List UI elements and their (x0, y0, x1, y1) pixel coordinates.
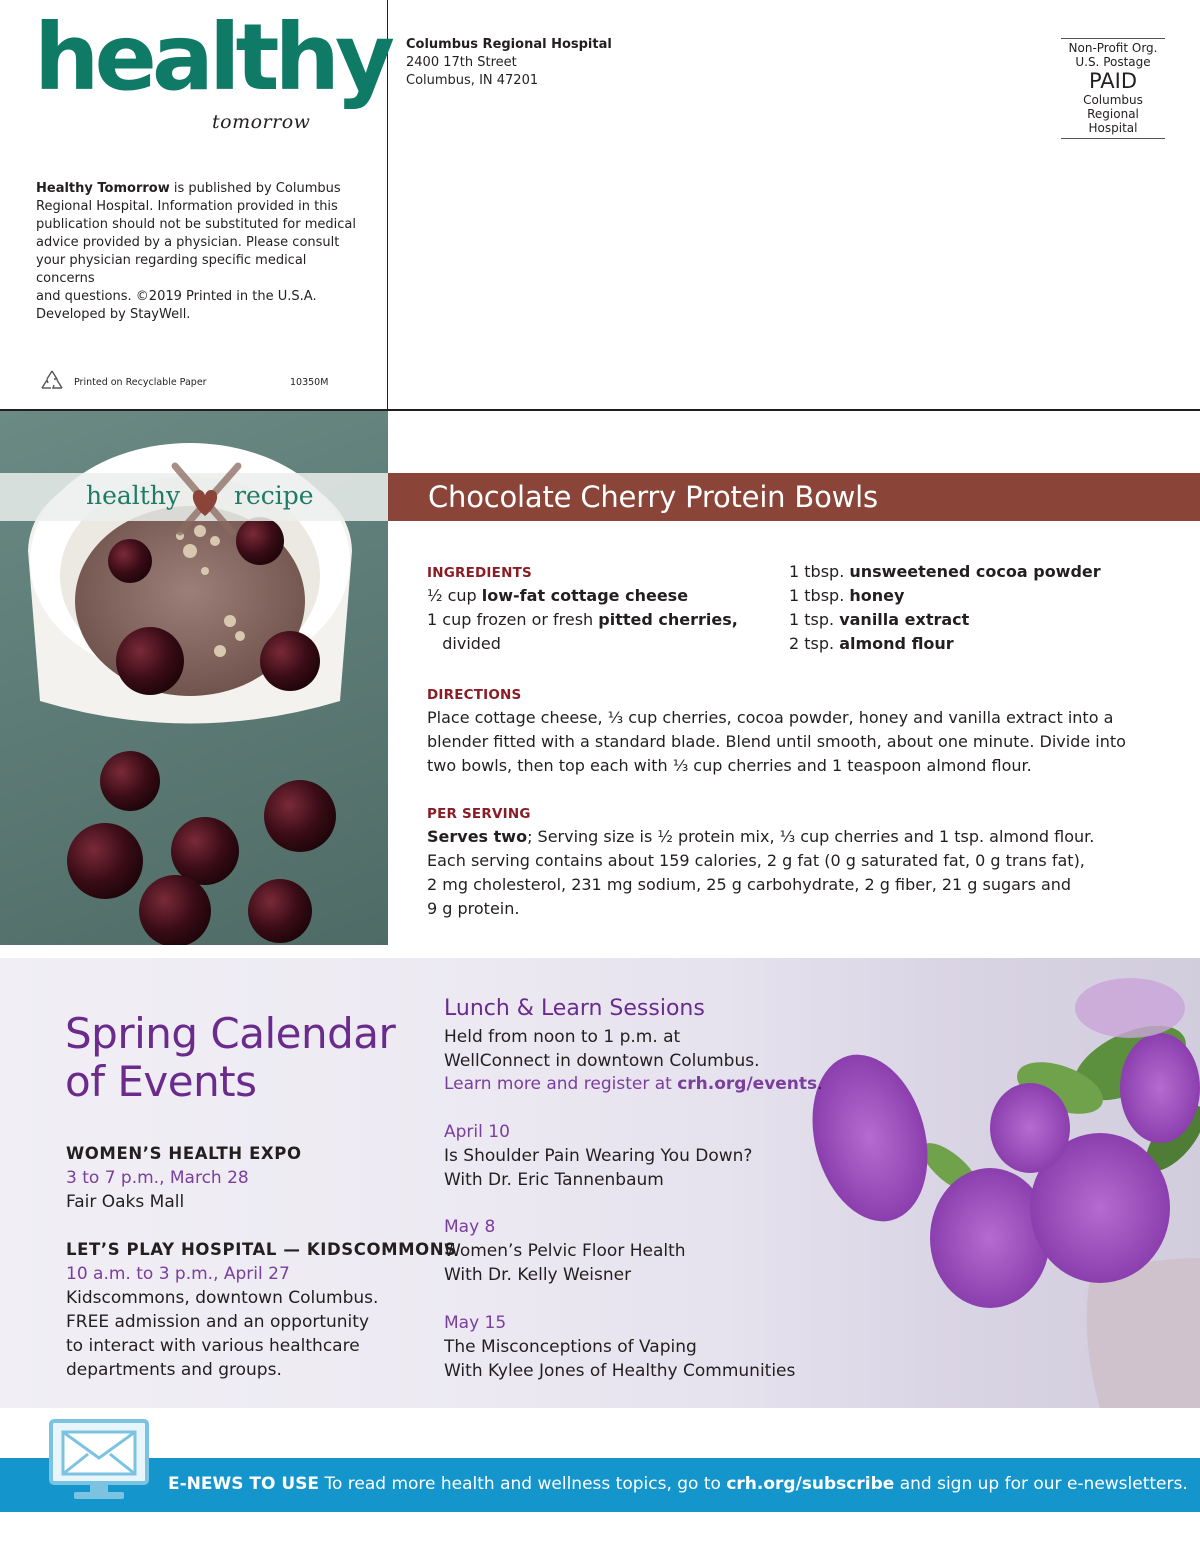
ingredient-name: unsweetened cocoa powder (849, 562, 1101, 581)
ingredient-item (427, 584, 688, 608)
event-heading: LET’S PLAY HOSPITAL — KIDSCOMMONS (66, 1240, 457, 1259)
note-line: Regional Hospital. Information provided in this (36, 199, 338, 214)
note-line: and questions. ©2019 Printed in the U.S.A. (36, 289, 317, 304)
ingredient-qty: 1 tbsp. (789, 586, 850, 605)
postage-paid: PAID (1088, 69, 1138, 93)
event-detail: to interact with various healthcare (66, 1336, 360, 1356)
calendar-title-line: Spring Calendar (65, 1009, 396, 1058)
return-address-city: Columbus, IN 47201 (406, 73, 539, 88)
ingredient-name: almond flour (839, 634, 954, 653)
postage-indicia (1061, 38, 1165, 139)
recycle-label: Printed on Recyclable Paper (74, 377, 207, 388)
session-date: May 15 (444, 1313, 507, 1333)
serving-line: Each serving contains about 159 calories, 2 g fat (0 g saturated fat, 0 g trans fat), (427, 851, 1085, 870)
note-line: your physician regarding specific medical concerns (36, 253, 307, 286)
email-monitor-icon (48, 1418, 150, 1502)
calendar-title (65, 1010, 395, 1106)
event-detail: Kidscommons, downtown Columbus. (66, 1288, 379, 1308)
note-line: publication should not be substituted for medical (36, 217, 356, 232)
job-code: 10350M (290, 377, 329, 388)
serving-line: 2 mg cholesterol, 231 mg sodium, 25 g carbohydrate, 2 g fiber, 21 g sugars and (427, 875, 1072, 894)
event-detail: Fair Oaks Mall (66, 1192, 185, 1212)
logo-tomorrow: tomorrow (212, 111, 311, 133)
recipe-tag-recipe: recipe (234, 481, 314, 510)
per-serving-label: PER SERVING (427, 806, 531, 822)
ingredient-name: low-fat cottage cheese (481, 586, 689, 605)
register-prefix: Learn more and register at (444, 1074, 678, 1094)
directions-text (427, 706, 1147, 778)
recipe-tag-healthy: healthy (86, 481, 181, 510)
enews-message (168, 1474, 1188, 1494)
logo-healthy: healthy (34, 4, 390, 111)
session-topic: The Misconceptions of Vaping (444, 1337, 697, 1357)
per-serving-text (427, 825, 1147, 921)
lunch-learn-title: Lunch & Learn Sessions (444, 996, 705, 1021)
postage-org: Columbus (1083, 93, 1143, 107)
session-speaker: With Dr. Eric Tannenbaum (444, 1170, 664, 1190)
return-address-street: 2400 17th Street (406, 55, 517, 70)
ingredient-name: honey (849, 586, 905, 605)
enews-text-part: and sign up for our e-newsletters. (894, 1474, 1188, 1494)
serving-line (427, 825, 1147, 849)
return-address-name: Columbus Regional Hospital (406, 37, 612, 52)
register-suffix: . (817, 1074, 823, 1094)
enews-link[interactable]: crh.org/subscribe (726, 1474, 895, 1494)
event-detail: departments and groups. (66, 1360, 282, 1380)
directions-line: two bowls, then top each with ⅓ cup cherries and 1 teaspoon almond flour. (427, 756, 1032, 775)
lunch-learn-intro: Held from noon to 1 p.m. at (444, 1027, 681, 1047)
event-detail: FREE admission and an opportunity (66, 1312, 370, 1332)
directions-line: Place cottage cheese, ⅓ cup cherries, cocoa powder, honey and vanilla extract into a (427, 708, 1114, 727)
enews-label: E-NEWS TO USE (168, 1474, 320, 1494)
session-speaker: With Dr. Kelly Weisner (444, 1265, 632, 1285)
session-topic: Is Shoulder Pain Wearing You Down? (444, 1146, 753, 1166)
directions-label: DIRECTIONS (427, 687, 522, 703)
note-line: advice provided by a physician. Please consult (36, 235, 340, 250)
postage-line: U.S. Postage (1075, 55, 1151, 69)
ingredient-item (789, 560, 1101, 584)
postage-org: Regional (1087, 107, 1139, 121)
recipe-title: Chocolate Cherry Protein Bowls (428, 480, 878, 514)
serving-count: Serves two (427, 827, 528, 846)
ingredient-item (789, 584, 904, 608)
serving-size: ; Serving size is ½ protein mix, ⅓ cup cherries and 1 tsp. almond flour. (527, 827, 1095, 846)
event-time: 10 a.m. to 3 p.m., April 27 (66, 1264, 290, 1284)
ingredient-qty: 2 tsp. (789, 634, 840, 653)
session-topic: Women’s Pelvic Floor Health (444, 1241, 686, 1261)
event-heading: WOMEN’S HEALTH EXPO (66, 1144, 302, 1163)
directions-line: blender fitted with a standard blade. Blend until smooth, about one minute. Divide into (427, 732, 1126, 751)
ingredients-label: INGREDIENTS (427, 565, 532, 581)
register-link[interactable]: crh.org/events (677, 1074, 818, 1094)
ingredient-qty: 1 cup frozen or fresh (427, 610, 599, 629)
ingredient-qty: ½ cup (427, 586, 482, 605)
session-date: April 10 (444, 1122, 510, 1142)
publication-note (36, 180, 356, 324)
postage-org: Hospital (1088, 121, 1138, 135)
note-line: Developed by StayWell. (36, 307, 191, 322)
session-date: May 8 (444, 1217, 496, 1237)
ingredient-item (789, 632, 954, 656)
event-time: 3 to 7 p.m., March 28 (66, 1168, 249, 1188)
ingredient-item: divided (427, 634, 501, 653)
publication-name: Healthy Tomorrow (36, 181, 170, 196)
lunch-learn-register (444, 1072, 823, 1096)
enews-text-part: To read more health and wellness topics, go to (319, 1474, 727, 1494)
ingredient-qty: 1 tsp. (789, 610, 840, 629)
ingredient-item (427, 608, 738, 632)
ingredient-qty: 1 tbsp. (789, 562, 850, 581)
calendar-title-line: of Events (65, 1057, 257, 1106)
ingredient-name: pitted cherries, (598, 610, 738, 629)
postage-line: Non-Profit Org. (1068, 41, 1158, 55)
ingredient-name: vanilla extract (839, 610, 970, 629)
session-speaker: With Kylee Jones of Healthy Communities (444, 1361, 796, 1381)
return-address (406, 36, 612, 90)
serving-line: 9 g protein. (427, 899, 520, 918)
lunch-learn-intro: WellConnect in downtown Columbus. (444, 1051, 760, 1071)
note-line: is published by Columbus (169, 181, 341, 196)
recycle-icon (38, 368, 66, 396)
ingredient-item (789, 608, 969, 632)
